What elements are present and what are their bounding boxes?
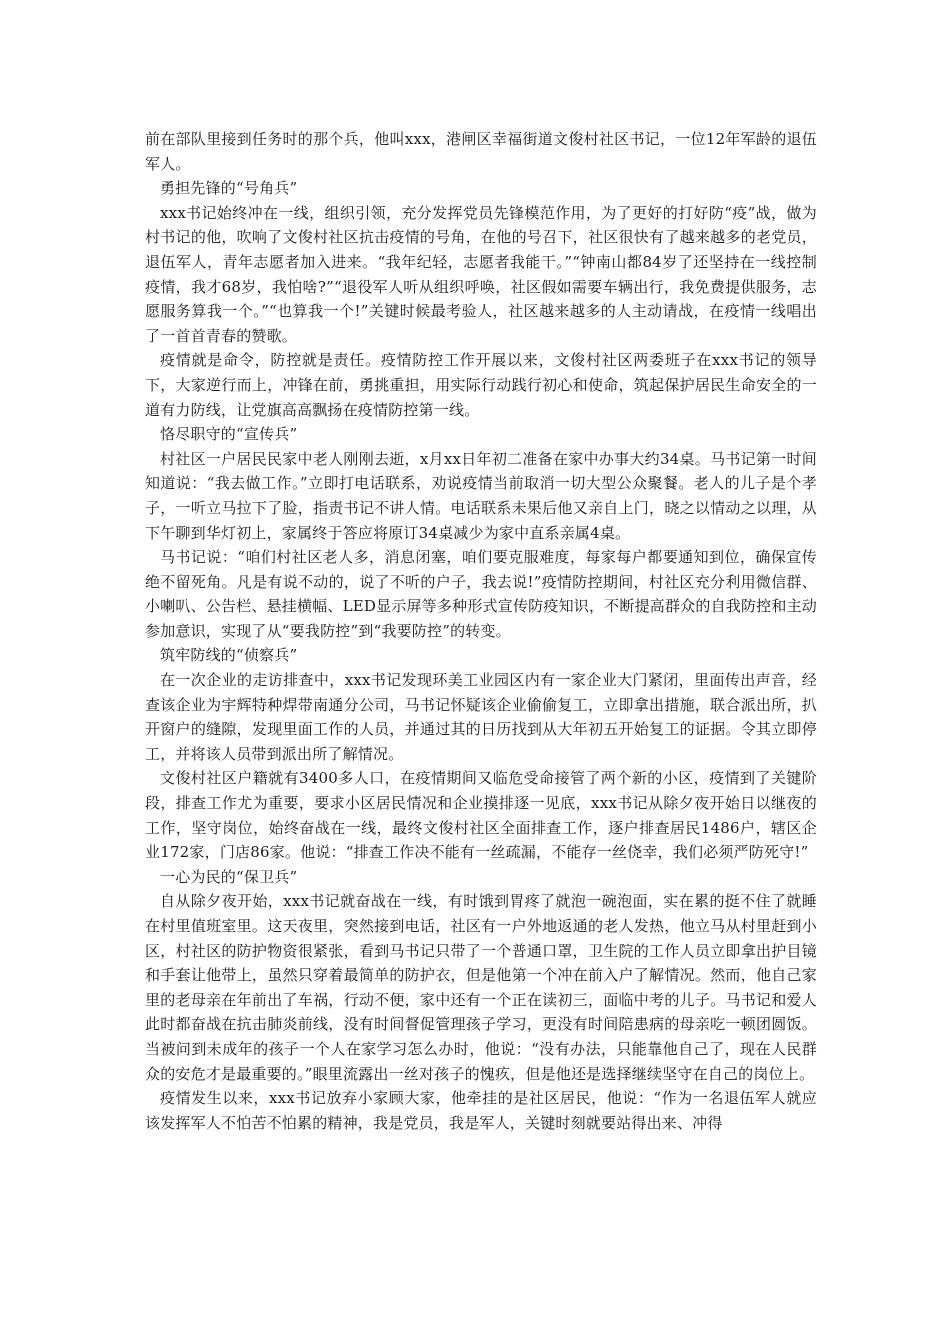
paragraph: 在一次企业的走访排查中，xxx书记发现环美工业园区内有一家企业大门紧闭，里面传出声音，经查该企业为宇辉特种焊带南通分公司，马书记怀疑该企业偷偷复工，立即拿出措施，联合派出所，扒开窗户的缝隙，发现里面工作的人员，并通过其的日历找到从大年初五开始复工的证据。令其立即停工，并将该人员带到派出所了解情况。 — [145, 671, 817, 763]
section-heading-guard: 一心为民的“保卫兵” — [160, 867, 298, 886]
paragraph: 自从除夕夜开始，xxx书记就奋战在一线，有时饿到胃疼了就泡一碗泡面，实在累的挺不住了就睡在村里值班室里。这天夜里，突然接到电话，社区有一户外地返通的老人发热，他立马从村里赶到小区，村社区的防护物资很紧张，看到马书记只带了一个普通口罩，卫生院的工作人员立即拿出护目镜和手套让他带上，虽然只穿着最简单的防护衣，但是他第一个冲在前入户了解情况。然而，他自己家里的老母亲在年前出了车祸，行动不便，家中还有一个正在读初三，面临中考的儿子。马书记和爱人此时都奋战在抗击肺炎前线，没有时间督促管理孩子学习，更没有时间陪患病的母亲吃一顿团圆饭。当被问到未成年的孩子一个人在家学习怎么办时，他说：“没有办法，只能靠他自己了，现在人民群众的安危才是最重要的。”眼里流露出一丝对孩子的愧疚，但是他还是选择继续坚守在自己的岗位上。 — [145, 892, 817, 1083]
section-heading-bugler: 勇担先锋的“号角兵” — [160, 179, 298, 198]
paragraph: 疫情就是命令，防控就是责任。疫情防控工作开展以来，文俊村社区两委班子在xxx书记的领导下，大家逆行而上，冲锋在前，勇挑重担，用实际行动践行初心和使命，筑起保护居民生命安全的一道有力防线，让党旗高高飘扬在疫情防控第一线。 — [145, 351, 817, 419]
section-heading-scout: 筑牢防线的“侦察兵” — [160, 646, 298, 665]
paragraph: 疫情发生以来，xxx书记放弃小家顾大家，他牵挂的是社区居民，他说：“作为一名退伍军人就应该发挥军人不怕苦不怕累的精神，我是党员，我是军人，关键时刻就要站得出来、冲得 — [145, 1089, 817, 1132]
paragraph: xxx书记始终冲在一线，组织引领，充分发挥党员先锋模范作用，为了更好的打好防“疫”战，做为村书记的他，吹响了文俊村社区抗击疫情的号角，在他的号召下，社区很快有了越来越多的老党员，退伍军人，青年志愿者加入进来。“我年纪轻，志愿者我能干。”“钟南山都84岁了还坚持在一线控制疫情，我才68岁，我怕啥?”“退役军人听从组织呼唤，社区假如需要车辆出行，我免费提供服务，志愿服务算我一个。”“也算我一个!”关键时候最考验人，社区越来越多的人主动请战，在疫情一线唱出了一首首青春的赞歌。 — [145, 203, 817, 345]
paragraph: 马书记说：“咱们村社区老人多，消息闭塞，咱们要克服难度，每家每户都要通知到位，确保宣传绝不留死角。凡是有说不动的，说了不听的户子，我去说!”疫情防控期间，村社区充分利用微信群、小喇叭、公告栏、悬挂横幅、LED显示屏等多种形式宣传防疫知识，不断提高群众的自我防控和主动参加意识，实现了从“要我防控”到“我要防控”的转变。 — [145, 548, 817, 640]
paragraph: 文俊村社区户籍就有3400多人口，在疫情期间又临危受命接管了两个新的小区，疫情到了关键阶段，排查工作尤为重要，要求小区居民情况和企业摸排逐一见底，xxx书记从除夕夜开始日以继夜的工作，坚守岗位，始终奋战在一线，最终文俊村社区全面排查工作，逐户排查居民1486户，辖区企业172家，门店86家。他说：“排查工作决不能有一丝疏漏，不能存一丝侥幸，我们必须严防死守!” — [145, 769, 817, 862]
paragraph-continued: 前在部队里接到任务时的那个兵，他叫xxx，港闸区幸福街道文俊村社区书记，一位12年军龄的退伍军人。 — [145, 130, 817, 173]
article-body — [145, 127, 817, 1135]
paragraph: 村社区一户居民民家中老人刚刚去逝，x月xx日年初二准备在家中办事大约34桌。马书记第一时间知道说：“我去做工作。”立即打电话联系，劝说疫情当前取消一切大型公众聚餐。老人的儿子是个孝子，一听立马拉下了脸，指责书记不讲人情。电话联系未果后他又亲自上门，晓之以情动之以理，从下午聊到华灯初上，家属终于答应将原订34桌减少为家中直系亲属4桌。 — [145, 449, 817, 542]
section-heading-propaganda: 恪尽职守的“宣传兵” — [160, 425, 298, 444]
